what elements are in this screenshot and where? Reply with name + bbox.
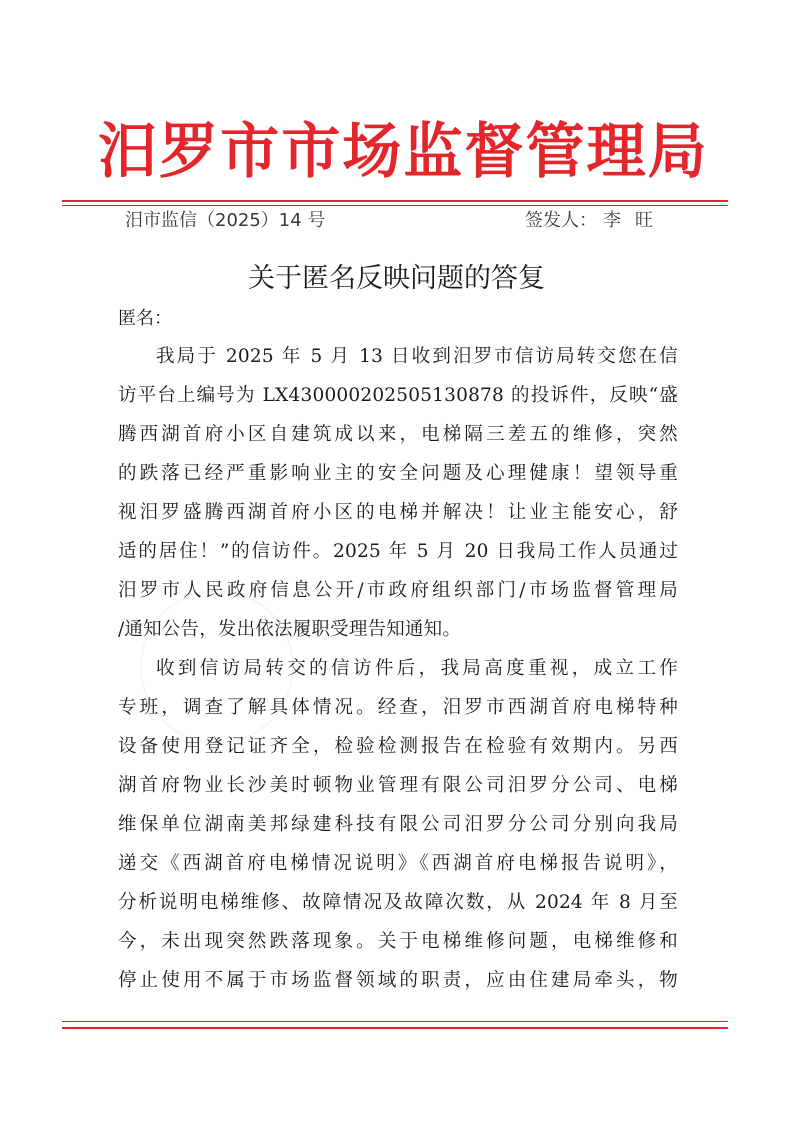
salutation: 匿名： <box>118 308 172 329</box>
body-line: /通知公告，发出依法履职受理告知通知。 <box>118 619 462 640</box>
footer-rule-thin <box>62 1021 728 1022</box>
signer-label: 签发人： <box>525 210 597 231</box>
body-line: 收到信访局转交的信访件后，我局高度重视，成立工作 <box>156 658 678 679</box>
signer-name: 李旺 <box>603 210 667 231</box>
footer-rule-thick <box>62 1027 728 1029</box>
body-line: 维保单位湖南美邦绿建科技有限公司汨罗分公司分别向我局 <box>118 814 678 835</box>
header-rule-thick <box>62 200 728 202</box>
body-line: 汨罗市人民政府信息公开/市政府组织部门/市场监督管理局 <box>118 580 678 601</box>
document-number: 汨市监信（2025）14 号 <box>125 210 326 231</box>
organization-header: 汨罗市市场监督管理局 <box>98 117 709 187</box>
document-title: 关于匿名反映问题的答复 <box>248 263 545 294</box>
body-line: 视汨罗盛腾西湖首府小区的电梯并解决！让业主能安心，舒 <box>118 502 678 523</box>
signer <box>525 207 667 235</box>
body-line: 腾西湖首府小区自建筑成以来，电梯隔三差五的维修，突然 <box>118 424 678 445</box>
body-line: 访平台上编号为 LX430000202505130878 的投诉件，反映“盛 <box>118 385 678 406</box>
body-line: 停止使用不属于市场监督领域的职责，应由住建局牵头，物 <box>118 970 678 991</box>
body-line: 我局于 2025 年 5 月 13 日收到汨罗市信访局转交您在信 <box>156 346 678 367</box>
body-line: 专班，调查了解具体情况。经查，汨罗市西湖首府电梯特种 <box>118 697 678 718</box>
body-line: 分析说明电梯维修、故障情况及故障次数，从 2024 年 8 月至 <box>118 892 678 913</box>
body-line: 湖首府物业长沙美时顿物业管理有限公司汨罗分公司、电梯 <box>118 775 678 796</box>
body-line: 递交《西湖首府电梯情况说明》《西湖首府电梯报告说明》， <box>118 853 678 874</box>
body-line: 今，未出现突然跌落现象。关于电梯维修问题，电梯维修和 <box>118 931 678 952</box>
header-rule-thin <box>62 205 728 206</box>
body-line: 设备使用登记证齐全，检验检测报告在检验有效期内。另西 <box>118 736 678 757</box>
body-line: 的跌落已经严重影响业主的安全问题及心理健康！望领导重 <box>118 463 678 484</box>
body-line: 适的居住！”的信访件。2025 年 5 月 20 日我局工作人员通过 <box>118 541 678 562</box>
